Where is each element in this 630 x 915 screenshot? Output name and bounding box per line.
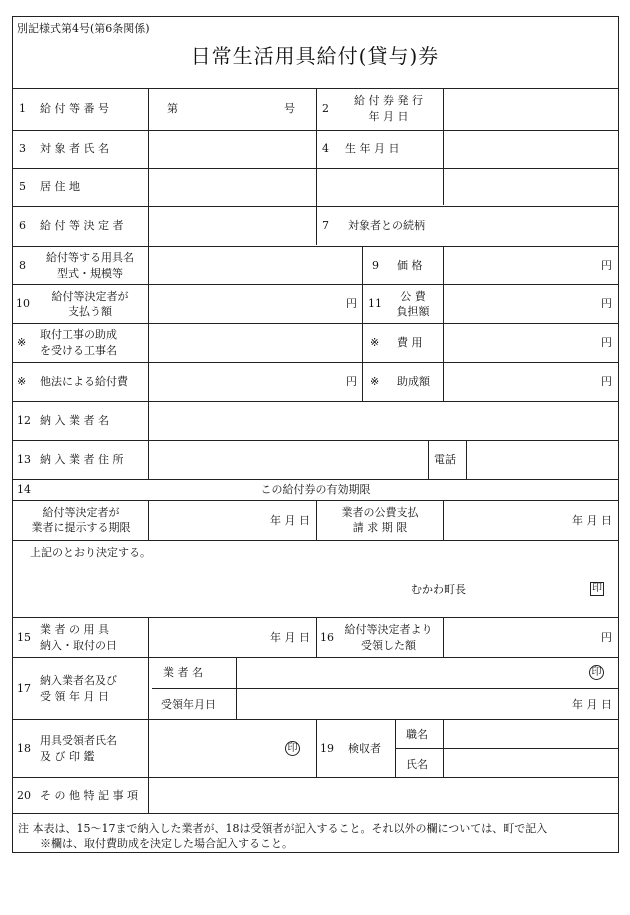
note-line: 注 本表は、15〜17まで納入した業者が、18は受領者が記入すること。それ以外の欄については、町で記入 xyxy=(18,822,548,835)
note-mark: ※ xyxy=(370,375,380,388)
col-line xyxy=(443,246,444,401)
col-line xyxy=(443,719,444,777)
row-number: 1 xyxy=(19,102,26,115)
field-label: 業 者 の 用 具 xyxy=(40,623,109,636)
field-label: 業者の公費支払 xyxy=(341,506,419,519)
decision-text: 上記のとおり決定する。 xyxy=(30,546,151,559)
row-line xyxy=(12,657,619,658)
row-line xyxy=(12,479,619,480)
field-label: 検収者 xyxy=(348,742,381,755)
col-line xyxy=(443,500,444,540)
field-label: 他法による給付費 xyxy=(40,375,128,388)
col-line xyxy=(316,617,317,657)
field-label: 給 付 券 発 行 xyxy=(354,94,423,107)
field-label: 納 入 業 者 住 所 xyxy=(40,453,124,466)
row-line xyxy=(12,401,619,402)
col-line xyxy=(443,88,444,205)
row-line xyxy=(12,323,619,324)
field-label: 価 格 xyxy=(397,259,423,272)
row-number: 14 xyxy=(17,483,31,496)
field-label: 助成額 xyxy=(397,375,430,388)
row-number: 12 xyxy=(17,414,31,427)
sub-label: 職名 xyxy=(406,728,428,741)
form-reference: 別記様式第4号(第6条関係) xyxy=(17,22,150,35)
row-line xyxy=(395,748,619,749)
field-label: 給付等決定者が xyxy=(51,290,129,303)
field-label: を受ける工事名 xyxy=(40,344,117,357)
field-label: 支払う額 xyxy=(68,305,112,318)
date-field: 年 月 日 xyxy=(572,514,612,527)
field-label: 及 び 印 鑑 xyxy=(40,750,95,763)
field-label: 納入・取付の日 xyxy=(40,639,117,652)
field-label: 年 月 日 xyxy=(368,110,409,123)
row-number: 15 xyxy=(17,631,31,644)
note-mark: ※ xyxy=(370,336,380,349)
col-line xyxy=(443,617,444,657)
col-line xyxy=(395,719,396,777)
yen-unit: 円 xyxy=(601,375,612,388)
seal-icon: 印 xyxy=(589,665,604,680)
note-mark: ※ xyxy=(17,375,27,388)
field-label: 用具受領者氏名 xyxy=(40,734,117,747)
row-number: 20 xyxy=(17,789,31,802)
col-line xyxy=(362,246,363,401)
row-number: 3 xyxy=(19,142,26,155)
row-line xyxy=(12,813,619,814)
field-label: 納入業者名及び xyxy=(40,674,117,687)
phone-label: 電話 xyxy=(434,453,456,466)
field-label: 受 領 年 月 日 xyxy=(40,690,109,703)
number-suffix: 号 xyxy=(284,102,295,115)
field-label: 納 入 業 者 名 xyxy=(40,414,109,427)
row-number: 19 xyxy=(320,742,334,755)
date-field: 年 月 日 xyxy=(270,631,310,644)
sub-label: 氏名 xyxy=(406,758,428,771)
col-line xyxy=(466,440,467,479)
field-label: 給 付 等 決 定 者 xyxy=(40,219,124,232)
row-number: 6 xyxy=(19,219,26,232)
col-line xyxy=(316,500,317,540)
field-label: そ の 他 特 記 事 項 xyxy=(40,789,138,802)
field-label: 公 費 xyxy=(400,290,426,303)
row-number: 16 xyxy=(320,631,334,644)
row-line xyxy=(12,777,619,778)
date-field: 年 月 日 xyxy=(572,698,612,711)
row-number: 9 xyxy=(372,259,379,272)
row-line xyxy=(152,688,619,689)
field-label: 生 年 月 日 xyxy=(345,142,400,155)
col-line xyxy=(236,657,237,719)
number-prefix: 第 xyxy=(167,102,178,115)
row-number: 7 xyxy=(322,219,329,232)
seal-icon: 印 xyxy=(592,583,602,594)
row-number: 5 xyxy=(19,180,26,193)
note-line: ※欄は、取付費助成を決定した場合記入すること。 xyxy=(40,837,293,850)
field-label: 給付等する用具名 xyxy=(46,251,134,264)
row-number: 4 xyxy=(322,142,329,155)
section-title: この給付券の有効期限 xyxy=(260,483,371,496)
yen-unit: 円 xyxy=(346,297,357,310)
sub-label: 受領年月日 xyxy=(161,698,216,711)
field-label: 費 用 xyxy=(397,336,423,349)
yen-unit: 円 xyxy=(601,297,612,310)
col-line xyxy=(148,617,149,813)
col-line xyxy=(148,500,149,540)
field-label: 対象者との続柄 xyxy=(348,219,425,232)
note-mark: ※ xyxy=(17,336,27,349)
row-number: 18 xyxy=(17,742,31,755)
field-label: 居 住 地 xyxy=(40,180,80,193)
date-field: 年 月 日 xyxy=(270,514,310,527)
col-line xyxy=(148,88,149,479)
field-label: 受領した額 xyxy=(361,639,416,652)
row-number: 10 xyxy=(16,297,30,310)
row-line xyxy=(12,540,619,541)
col-line xyxy=(428,440,429,479)
yen-unit: 円 xyxy=(601,259,612,272)
row-number: 8 xyxy=(19,259,26,272)
field-label: 給付等決定者より xyxy=(344,623,433,636)
sub-label: 業 者 名 xyxy=(163,666,203,679)
row-number: 17 xyxy=(17,682,31,695)
field-label: 取付工事の助成 xyxy=(40,328,117,341)
row-number: 11 xyxy=(368,297,382,310)
field-label: 型式・規模等 xyxy=(57,267,123,280)
form-title: 日常生活用具給付(貸与)券 xyxy=(190,44,440,68)
row-line xyxy=(12,246,619,247)
row-number: 2 xyxy=(322,102,329,115)
field-label: 負担額 xyxy=(396,305,430,318)
yen-unit: 円 xyxy=(601,336,612,349)
col-line xyxy=(316,719,317,777)
field-label: 給付等決定者が xyxy=(42,506,120,519)
mayor-title: むかわ町長 xyxy=(411,583,466,596)
row-line xyxy=(12,362,619,363)
row-line xyxy=(12,284,619,285)
field-label: 給 付 等 番 号 xyxy=(40,102,109,115)
yen-unit: 円 xyxy=(346,375,357,388)
row-line xyxy=(12,440,619,441)
col-line xyxy=(316,88,317,245)
seal-icon: 印 xyxy=(285,741,300,756)
yen-unit: 円 xyxy=(601,631,612,644)
field-label: 対 象 者 氏 名 xyxy=(40,142,109,155)
field-label: 請 求 期 限 xyxy=(352,521,408,534)
field-label: 業者に提示する期限 xyxy=(31,521,131,534)
row-number: 13 xyxy=(17,453,31,466)
